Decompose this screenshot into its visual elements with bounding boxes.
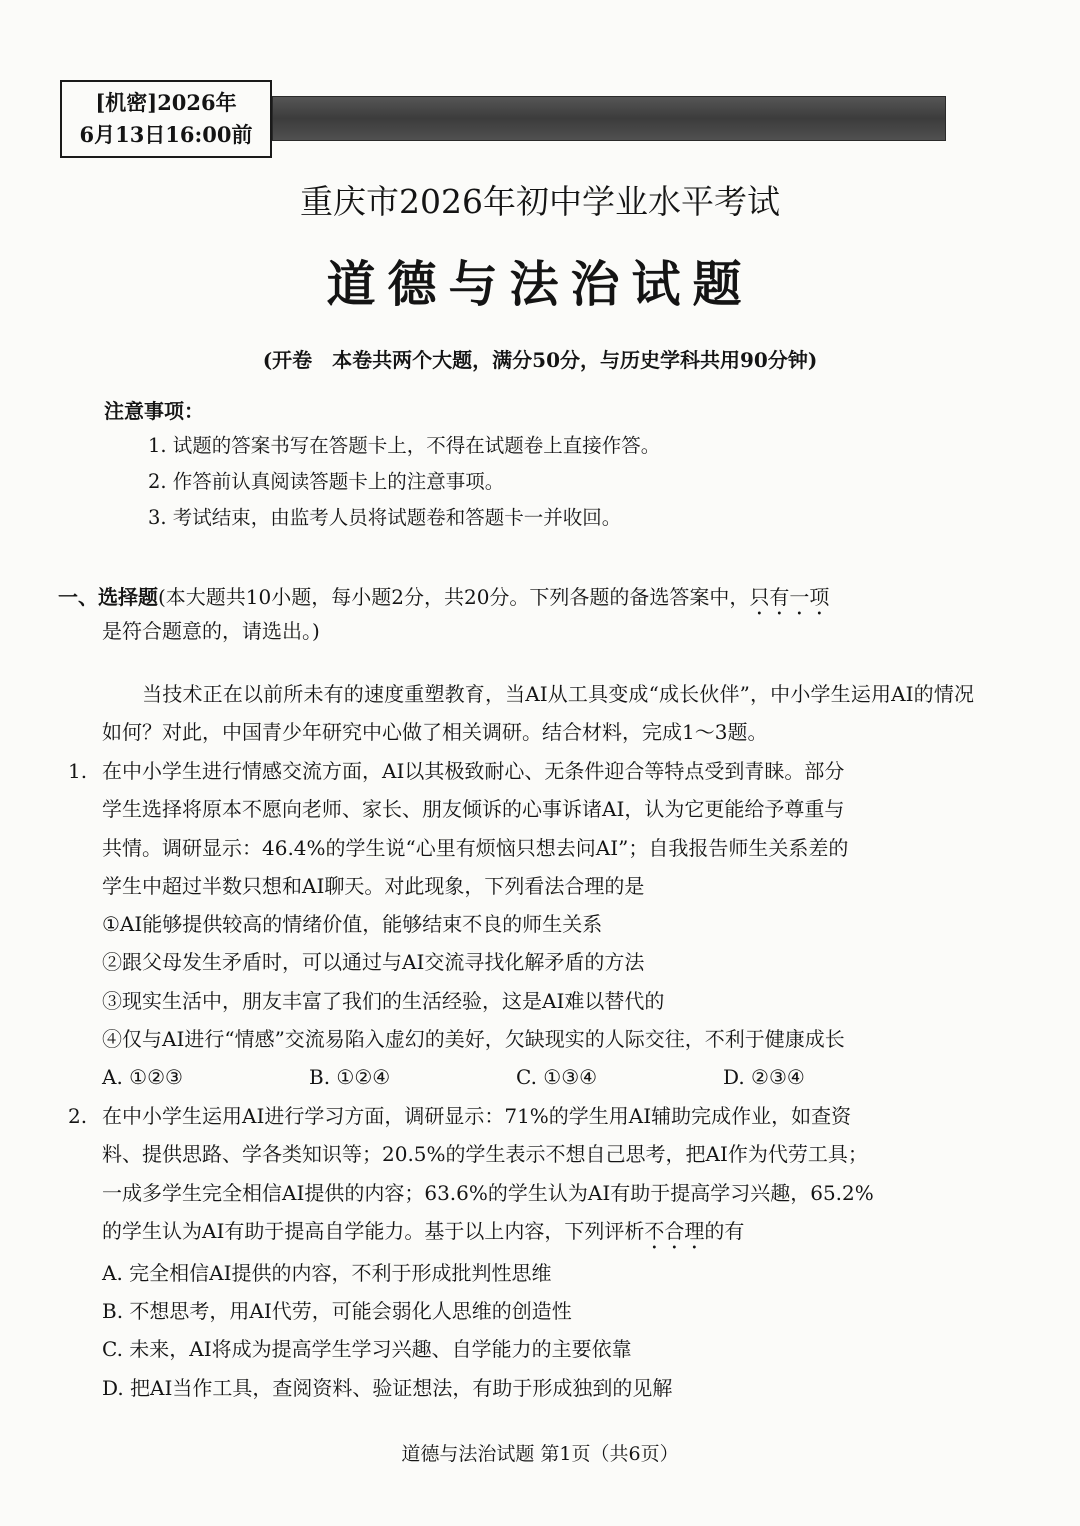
question-2-line-last	[102, 1212, 970, 1254]
question-1-line: 共情。调研显示：46.4%的学生说“心里有烦恼只想去问AI”；自我报告师生关系差的	[102, 835, 849, 860]
question-1-statement: ③现实生活中，朋友丰富了我们的生活经验，这是AI难以替代的	[102, 988, 665, 1013]
question-1-statement: ①AI能够提供较高的情绪价值，能够结束不良的师生关系	[102, 912, 603, 937]
confidential-line-2: 6月13日16:00前	[79, 122, 253, 147]
notice-item: 1. 试题的答案书写在答题卡上，不得在试题卷上直接作答。	[148, 434, 661, 457]
option-d: D. 把AI当作工具，查阅资料、验证想法，有助于形成独到的见解	[102, 1375, 673, 1400]
notice-list	[148, 428, 660, 536]
notice-title: 注意事项：	[104, 399, 204, 423]
subject-title: 道德与法治试题	[326, 255, 754, 313]
option-d: D. ②③④	[723, 1065, 805, 1089]
exam-subtitle: (开卷 本卷共两个大题，满分50分，与历史学科共用90分钟)	[262, 348, 818, 372]
option-b: B. ①②④	[309, 1065, 391, 1089]
option-a: A. ①②③	[102, 1065, 183, 1089]
material-intro-text: 当技术正在以前所未有的速度重塑教育，当AI从工具变成“成长伙伴”，中小学生运用AI的情况如何？对此，中国青少年研究中心做了相关调研。结合材料，完成1～3题。	[102, 682, 974, 744]
material-intro	[102, 675, 974, 751]
question-2-line: 料、提供思路、学各类知识等；20.5%的学生表示不想自己思考，把AI作为代劳工具；	[102, 1142, 868, 1167]
question-1-line: 在中小学生进行情感交流方面，AI以其极致耐心、无条件迎合等特点受到青睐。部分	[102, 759, 845, 783]
confidential-box	[60, 80, 272, 158]
option-c: C. 未来，AI将成为提高学生学习兴趣、自学能力的主要依靠	[102, 1337, 632, 1362]
question-2-emphasis: 不合理	[644, 1218, 705, 1243]
confidential-line-1: [机密]2026年	[95, 90, 237, 115]
page-footer: 道德与法治试题 第1页（共6页）	[401, 1443, 679, 1465]
section-heading	[58, 578, 978, 620]
option-c: C. ①③④	[516, 1065, 598, 1089]
section-description: (本大题共10小题，每小题2分，共20分。下列各题的备选答案中，	[158, 585, 750, 609]
question-2-number: 2.	[68, 1104, 88, 1128]
question-2-text: 的学生认为AI有助于提高自学能力。基于以上内容，下列评析	[102, 1218, 645, 1243]
notice-item: 3. 考试结束，由监考人员将试题卷和答题卡一并收回。	[148, 506, 622, 529]
section-description-continued: 是符合题意的，请选出。)	[102, 619, 320, 643]
question-1-line: 学生中超过半数只想和AI聊天。对此现象，下列看法合理的是	[102, 873, 645, 898]
question-2-line: 一成多学生完全相信AI提供的内容；63.6%的学生认为AI有助于提高学习兴趣，65.2%	[102, 1180, 874, 1205]
exam-title: 重庆市2026年初中学业水平考试	[300, 182, 780, 221]
option-a: A. 完全相信AI提供的内容，不利于形成批判性思维	[102, 1260, 552, 1285]
question-2-line: 在中小学生运用AI进行学习方面，调研显示：71%的学生用AI辅助完成作业，如查资	[102, 1104, 852, 1128]
question-1	[102, 752, 970, 1058]
question-1-options	[102, 1058, 970, 1096]
question-1-number: 1.	[68, 759, 88, 783]
question-2	[102, 1097, 970, 1407]
option-b: B. 不想思考，用AI代劳，可能会弱化人思维的创造性	[102, 1299, 572, 1324]
notice-item: 2. 作答前认真阅读答题卡上的注意事项。	[148, 470, 505, 493]
question-1-statement: ④仅与AI进行“情感”交流易陷入虚幻的美好，欠缺现实的人际交往，不利于健康成长	[102, 1027, 845, 1052]
question-2-text-end: 的有	[704, 1218, 745, 1243]
question-1-statement: ②跟父母发生矛盾时，可以通过与AI交流寻找化解矛盾的方法	[102, 950, 645, 975]
section-label: 一、选择题	[58, 585, 158, 609]
barcode-strip	[272, 96, 946, 141]
section-emphasis: 只有一项	[749, 585, 830, 609]
question-1-line: 学生选择将原本不愿向老师、家长、朋友倾诉的心事诉诸AI，认为它更能给予尊重与	[102, 797, 845, 822]
